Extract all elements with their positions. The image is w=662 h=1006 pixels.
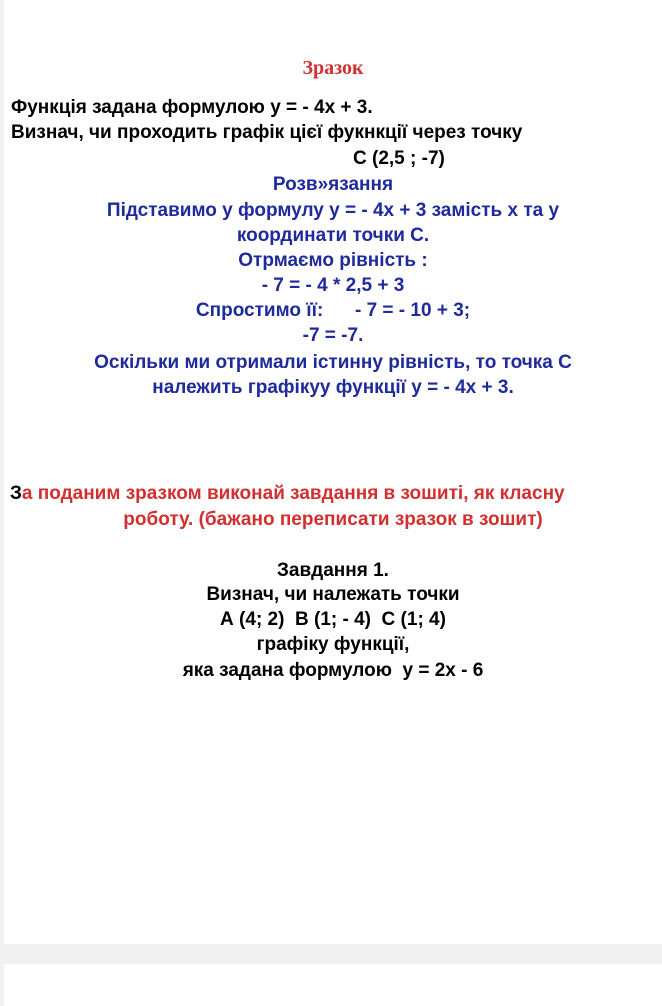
solution-line-1: Підставимо у формулу у = - 4х + 3 замість х та у: [106, 200, 560, 221]
solution-line-2: координати точки С.: [236, 225, 430, 246]
solution-line-3: Отрмаємо рівність :: [238, 250, 428, 271]
task-heading: Завдання 1.: [277, 560, 389, 581]
next-page-edge: [4, 964, 662, 1006]
problem-line-2: Визнач, чи проходить графік цієї фукнкції через точку: [11, 122, 523, 143]
solution-line-7: Оскільки ми отримали істинну рівність, то точка С: [94, 352, 572, 373]
solution-line-5: Спростимо її: - 7 = - 10 + 3;: [195, 300, 471, 321]
task-line-1: Визнач, чи належать точки: [206, 584, 460, 605]
instruction-line-1: [10, 482, 662, 506]
task-points: А (4; 2) В (1; - 4) С (1; 4): [220, 609, 446, 630]
task-line-3: графіку функції,: [256, 634, 410, 655]
problem-line-1: Функція задана формулою у = - 4х + 3.: [11, 97, 373, 118]
instruction-first-letter: З: [10, 483, 22, 504]
solution-line-8: належить графікуу функції у = - 4х + 3.: [152, 377, 514, 398]
problem-point-c: С (2,5 ; -7): [353, 148, 445, 169]
instruction-line-1-text: а поданим зразком виконай завдання в зошиті, як класну: [21, 483, 565, 504]
solution-line-4: - 7 = - 4 * 2,5 + 3: [261, 275, 405, 296]
solution-line-6: -7 = -7.: [302, 325, 364, 346]
document-page: [4, 0, 662, 944]
task-formula: яка задана формулою у = 2х - 6: [182, 660, 484, 681]
solution-heading: Розв»язання: [272, 174, 394, 195]
sample-title: Зразок: [302, 57, 364, 79]
instruction-line-2: роботу. (бажано переписати зразок в зошит): [123, 509, 543, 530]
